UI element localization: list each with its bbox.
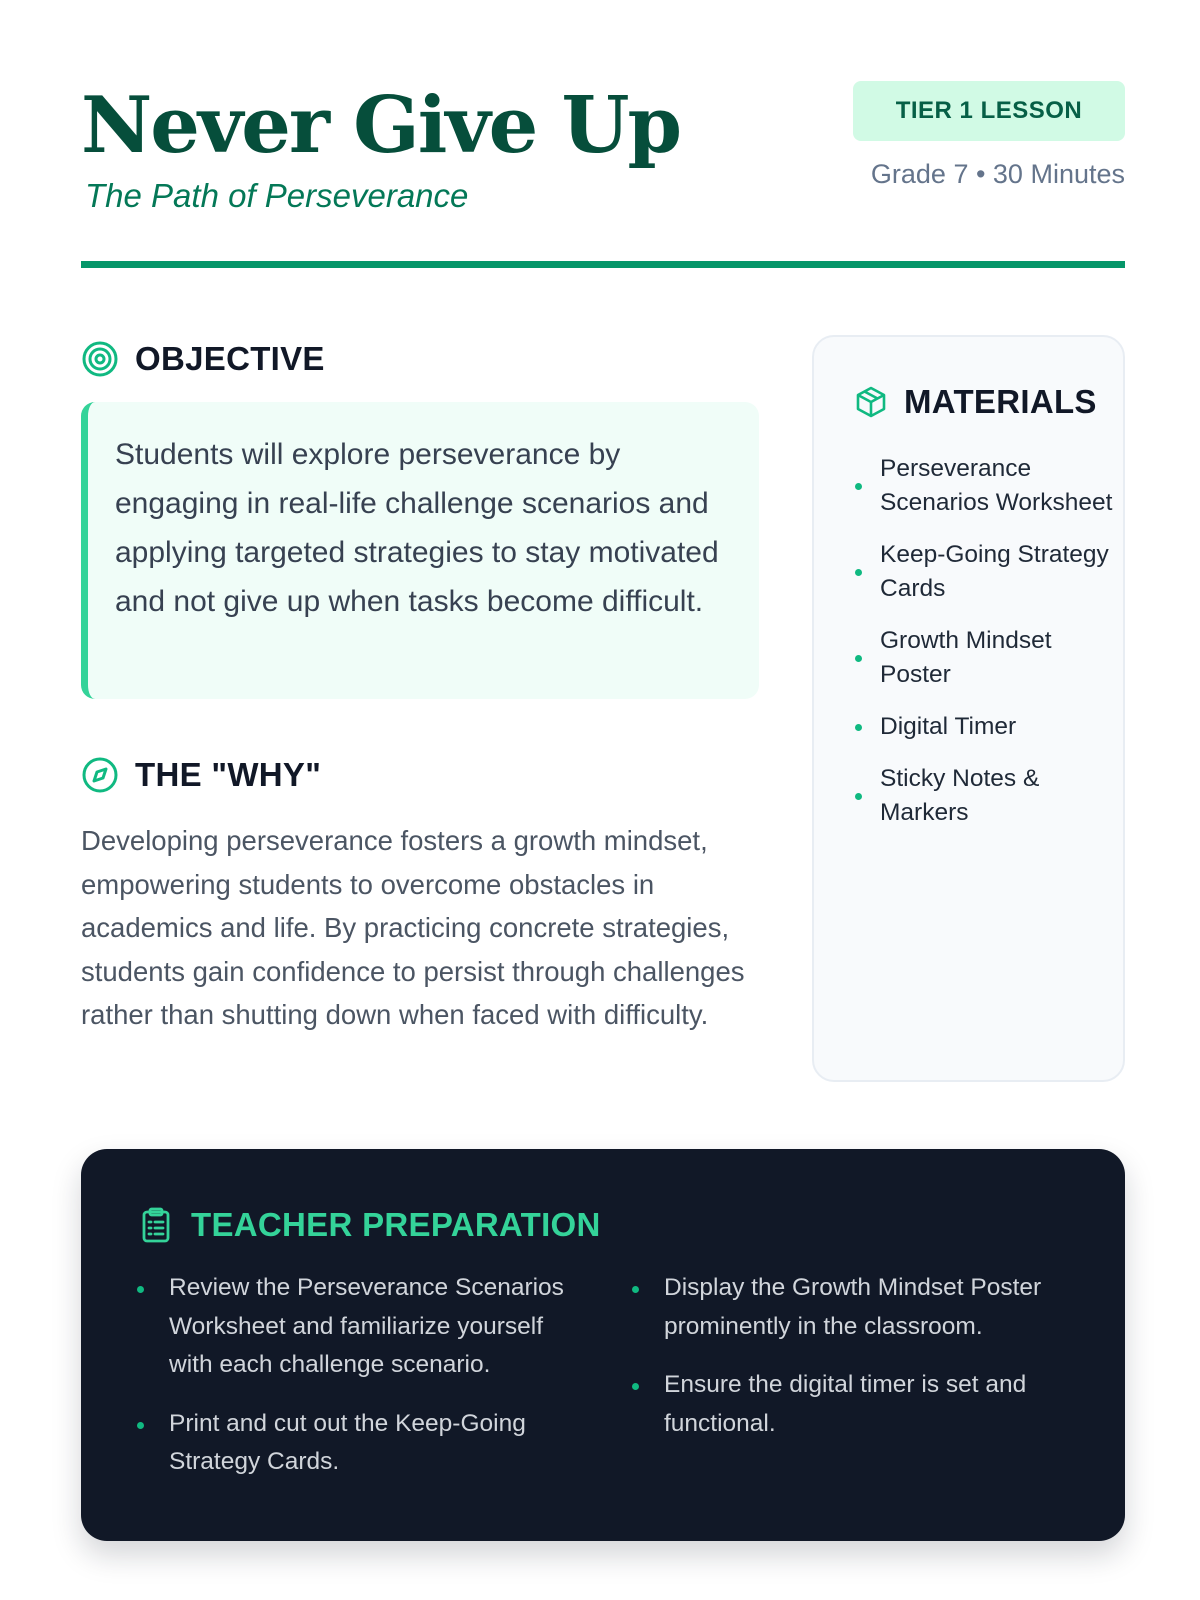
lesson-subtitle: The Path of Perseverance bbox=[85, 177, 469, 214]
materials-heading bbox=[854, 382, 1097, 422]
bullet-dot bbox=[855, 724, 862, 731]
objective-text: Students will explore perseverance by engaging in real-life challenge scenarios and applying targeted strategies to stay motivated and not give up when tasks become difficult. bbox=[115, 438, 719, 618]
bullet-dot bbox=[632, 1383, 639, 1390]
prep-item bbox=[137, 1269, 567, 1385]
bullet-dot bbox=[855, 793, 862, 800]
prep-item bbox=[632, 1269, 1062, 1346]
material-label: Keep-Going Strategy Cards bbox=[880, 541, 1109, 602]
tier-badge: TIER 1 LESSON bbox=[853, 81, 1125, 141]
teacher-preparation-heading bbox=[137, 1205, 601, 1245]
material-item bbox=[855, 762, 1115, 830]
material-label: Growth Mindset Poster bbox=[880, 627, 1052, 688]
material-item bbox=[855, 452, 1115, 520]
teacher-preparation-title: TEACHER PREPARATION bbox=[191, 1206, 601, 1243]
lesson-title: Never Give Up bbox=[81, 80, 681, 171]
material-label: Sticky Notes & Markers bbox=[880, 765, 1040, 826]
materials-panel bbox=[812, 335, 1125, 1082]
teacher-preparation-panel bbox=[81, 1149, 1125, 1541]
header-divider bbox=[81, 261, 1125, 268]
bullet-dot bbox=[855, 655, 862, 662]
materials-title: MATERIALS bbox=[904, 383, 1097, 420]
material-item bbox=[855, 710, 1115, 744]
objective-heading bbox=[81, 339, 325, 379]
why-heading bbox=[81, 755, 321, 795]
objective-box bbox=[81, 402, 759, 699]
bullet-dot bbox=[855, 483, 862, 490]
bullet-dot bbox=[855, 569, 862, 576]
material-label: Digital Timer bbox=[880, 713, 1017, 740]
why-text: Developing perseverance fosters a growth mindset, empowering students to overcome obstacles in academics and life. By practicing concrete strategies, students gain confidence to persist through challenges rather than shutting down when faced with difficulty. bbox=[81, 825, 745, 1031]
prep-text: Display the Growth Mindset Poster prominently in the classroom. bbox=[664, 1274, 1042, 1340]
lesson-page bbox=[81, 0, 1125, 1600]
bullet-dot bbox=[137, 1422, 144, 1429]
compass-icon bbox=[81, 756, 119, 794]
prep-text: Ensure the digital timer is set and functional. bbox=[664, 1371, 1027, 1437]
prep-text: Review the Perseverance Scenarios Worksheet and familiarize yourself with each challenge scenario. bbox=[169, 1274, 564, 1378]
why-title: THE "WHY" bbox=[135, 756, 322, 793]
prep-text: Print and cut out the Keep-Going Strategy Cards. bbox=[169, 1409, 526, 1475]
material-item bbox=[855, 538, 1115, 606]
box-icon bbox=[854, 385, 888, 419]
lesson-header bbox=[81, 80, 1125, 268]
bullet-dot bbox=[632, 1286, 639, 1293]
target-icon bbox=[81, 340, 119, 378]
prep-list-right bbox=[632, 1269, 1062, 1463]
prep-item bbox=[137, 1405, 567, 1482]
material-item bbox=[855, 624, 1115, 692]
clipboard-icon bbox=[137, 1206, 175, 1244]
prep-item bbox=[632, 1366, 1062, 1443]
bullet-dot bbox=[137, 1286, 144, 1293]
material-label: Perseverance Scenarios Worksheet bbox=[880, 455, 1113, 516]
objective-title: OBJECTIVE bbox=[135, 340, 325, 377]
prep-list-left bbox=[137, 1269, 567, 1502]
materials-list bbox=[855, 452, 1115, 848]
grade-duration-line: Grade 7 • 30 Minutes bbox=[870, 159, 1125, 189]
